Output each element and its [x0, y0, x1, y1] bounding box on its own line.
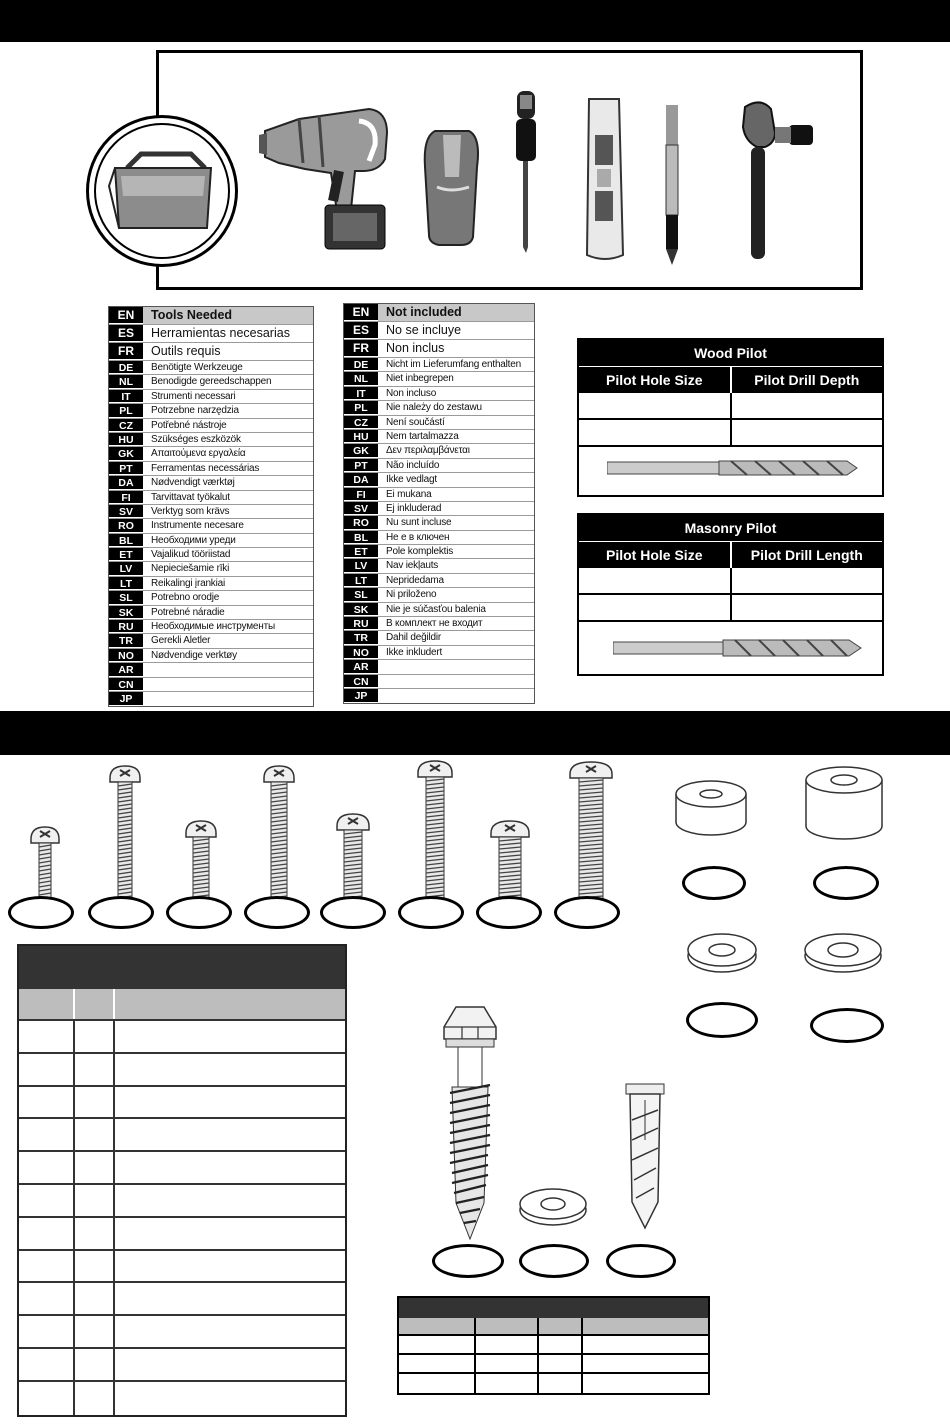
not-included-text — [378, 675, 534, 688]
not-included-text: Non incluso — [386, 387, 437, 399]
tools-needed-text: Необходими уреди — [151, 534, 236, 546]
anchor-qty-oval — [606, 1244, 676, 1278]
tools-needed-text: Outils requis — [151, 344, 221, 358]
tools-header-bar — [0, 0, 950, 42]
tools-needed-text — [143, 663, 313, 676]
language-code: EN — [344, 304, 378, 321]
not-included-text: Nepridedama — [386, 574, 444, 586]
language-code: RO — [109, 519, 143, 532]
tools-needed-text: Benodigde gereedschappen — [151, 376, 272, 388]
not-included-text: Ei mukana — [386, 488, 432, 500]
washer-qty-oval — [686, 1002, 758, 1038]
language-code: ES — [109, 325, 143, 342]
not-included-text: Pole komplektis — [386, 546, 454, 558]
washer-qty-oval — [519, 1244, 589, 1278]
not-included-row-gk — [344, 444, 534, 458]
tools-needed-row-fi — [109, 491, 313, 505]
not-included-row-bl — [344, 531, 534, 545]
language-code: PL — [109, 404, 143, 417]
hardware-table-row — [19, 1251, 345, 1284]
not-included-row-es — [344, 322, 534, 340]
tools-needed-text: Potrebno orodje — [151, 592, 220, 604]
language-code: AR — [344, 660, 378, 673]
tools-needed-text: Reikalingi įrankiai — [151, 577, 226, 589]
not-included-text: Ikke inkludert — [386, 646, 443, 658]
anchor-table-title — [399, 1298, 708, 1318]
language-code: SL — [109, 591, 143, 604]
machine-screw-icon — [27, 825, 63, 905]
tools-needed-text: Nepieciešamie rīki — [151, 563, 230, 575]
tools-needed-row-ru — [109, 620, 313, 634]
machine-screw-icon — [260, 764, 298, 906]
language-code: TR — [344, 631, 378, 644]
tools-needed-text: Необходимые инструменты — [151, 621, 275, 633]
not-included-row-sv — [344, 502, 534, 516]
language-code: CN — [344, 675, 378, 688]
not-included-row-fr — [344, 340, 534, 358]
tools-needed-row-gk — [109, 447, 313, 461]
hardware-table-row — [19, 1119, 345, 1152]
language-code: SV — [344, 502, 378, 515]
not-included-row-sk — [344, 603, 534, 617]
language-code: BL — [109, 534, 143, 547]
toolbox-badge — [86, 115, 238, 267]
tools-needed-text: Vajalikud tööriistad — [151, 549, 231, 561]
language-code: PL — [344, 401, 378, 414]
not-included-table — [343, 303, 535, 704]
language-code: CZ — [344, 416, 378, 429]
hardware-table-row — [19, 1185, 345, 1218]
language-code: GK — [109, 447, 143, 460]
machine-screw-icon — [487, 819, 533, 907]
screw-qty-oval — [320, 896, 386, 929]
tools-needed-row-sl — [109, 591, 313, 605]
masonry-pilot-table — [577, 513, 884, 676]
language-code: DE — [344, 358, 378, 371]
tools-needed-row-sv — [109, 505, 313, 519]
anchor-hardware-table — [397, 1296, 710, 1395]
tools-needed-text — [143, 678, 313, 691]
spacer-qty-oval — [682, 866, 746, 900]
machine-screw-icon — [333, 812, 373, 906]
tools-needed-text: Potrebné náradie — [151, 606, 225, 618]
tools-needed-row-ar — [109, 663, 313, 677]
screw-qty-oval — [166, 896, 232, 929]
not-included-text: Nu sunt incluse — [386, 517, 452, 529]
anchor-table-row — [399, 1336, 708, 1355]
language-code: FR — [344, 340, 378, 357]
tools-needed-row-no — [109, 649, 313, 663]
masonry-pilot-drill-length-header: Pilot Drill Length — [730, 542, 883, 568]
not-included-text: Nicht im Lieferumfang enthalten — [386, 359, 521, 370]
language-code: ET — [109, 548, 143, 561]
masonry-drill-bit-icon — [613, 636, 863, 660]
language-code: SV — [109, 505, 143, 518]
screw-qty-oval — [8, 896, 74, 929]
language-code: DE — [109, 361, 143, 374]
wall-anchor-icon — [622, 1080, 668, 1232]
screw-qty-oval — [244, 896, 310, 929]
tools-needed-row-es — [109, 325, 313, 343]
tools-needed-row-de — [109, 361, 313, 375]
masonry-pilot-row — [579, 595, 882, 622]
not-included-text: Není součástí — [386, 416, 445, 428]
hardware-header-bar — [0, 711, 950, 755]
tools-needed-row-bl — [109, 534, 313, 548]
anchor-table-header — [399, 1318, 708, 1336]
not-included-row-jp — [344, 689, 534, 703]
language-code: TR — [109, 634, 143, 647]
lag-bolt-icon — [438, 1003, 502, 1241]
language-code: BL — [344, 531, 378, 544]
not-included-row-ar — [344, 660, 534, 674]
tools-needed-text: Herramientas necesarias — [151, 326, 290, 340]
language-code: AR — [109, 663, 143, 676]
tools-needed-row-et — [109, 548, 313, 562]
language-code: DA — [109, 476, 143, 489]
not-included-row-en — [344, 304, 534, 322]
language-code: SK — [109, 606, 143, 619]
not-included-text: Nie należy do zestawu — [386, 402, 482, 414]
not-included-text — [378, 689, 534, 703]
tools-needed-row-da — [109, 476, 313, 490]
tools-needed-text: Nødvendigt værktøj — [151, 477, 235, 489]
language-code: NO — [109, 649, 143, 662]
tools-needed-text: Benötigte Werkzeuge — [151, 362, 243, 373]
tools-needed-row-pl — [109, 404, 313, 418]
not-included-row-pl — [344, 401, 534, 415]
not-included-row-cz — [344, 416, 534, 430]
tools-needed-text — [143, 692, 313, 706]
language-code: RU — [344, 617, 378, 630]
not-included-row-cn — [344, 675, 534, 689]
language-code: HU — [109, 433, 143, 446]
spacer-qty-oval — [813, 866, 879, 900]
language-code: CZ — [109, 419, 143, 432]
hardware-table-row — [19, 1316, 345, 1349]
language-code: NL — [109, 375, 143, 388]
language-code: SK — [344, 603, 378, 616]
language-code: FI — [344, 488, 378, 501]
stud-finder-icon — [421, 127, 483, 247]
not-included-row-sl — [344, 588, 534, 602]
wood-pilot-title: Wood Pilot — [579, 340, 882, 366]
tools-needed-row-hu — [109, 433, 313, 447]
language-code: RU — [109, 620, 143, 633]
language-code: JP — [344, 689, 378, 703]
washer-qty-oval — [810, 1008, 884, 1043]
screw-qty-oval — [88, 896, 154, 929]
hardware-table-row — [19, 1349, 345, 1382]
wood-pilot-row — [579, 393, 882, 420]
not-included-row-no — [344, 646, 534, 660]
washer-icon — [686, 928, 758, 976]
masonry-pilot-row — [579, 568, 882, 595]
not-included-text: Ej inkluderad — [386, 502, 442, 514]
language-code: LT — [344, 574, 378, 587]
language-code: NO — [344, 646, 378, 659]
not-included-row-hu — [344, 430, 534, 444]
hardware-list-table — [17, 944, 347, 1417]
tools-needed-row-pt — [109, 462, 313, 476]
not-included-row-ro — [344, 516, 534, 530]
not-included-row-et — [344, 545, 534, 559]
tools-needed-text: Nødvendige verktøy — [151, 649, 237, 661]
language-code: CN — [109, 678, 143, 691]
hardware-table-title — [19, 946, 345, 989]
tools-needed-text: Verktyg som krävs — [151, 505, 230, 517]
not-included-text: Dahil değildir — [386, 632, 442, 644]
language-code: NL — [344, 372, 378, 385]
machine-screw-icon — [182, 819, 220, 905]
language-code: FR — [109, 343, 143, 360]
tools-frame — [156, 50, 863, 290]
machine-screw-icon — [106, 764, 144, 908]
not-included-text: No se incluye — [386, 323, 462, 337]
not-included-row-lv — [344, 559, 534, 573]
tools-needed-row-nl — [109, 375, 313, 389]
language-code: LV — [344, 559, 378, 572]
not-included-text: Non inclus — [386, 341, 445, 355]
hardware-table-row — [19, 1283, 345, 1316]
masonry-pilot-title: Masonry Pilot — [579, 515, 882, 541]
not-included-row-nl — [344, 372, 534, 386]
tools-needed-row-jp — [109, 692, 313, 706]
tools-needed-row-cz — [109, 419, 313, 433]
screw-qty-oval — [554, 896, 620, 929]
masonry-pilot-hole-size-header: Pilot Hole Size — [579, 542, 730, 568]
language-code: ES — [344, 322, 378, 339]
tools-needed-row-lv — [109, 562, 313, 576]
wood-pilot-row — [579, 420, 882, 447]
not-included-text: Não incluído — [386, 459, 440, 471]
screw-qty-oval — [398, 896, 464, 929]
not-included-row-lt — [344, 574, 534, 588]
language-code: RO — [344, 516, 378, 529]
language-code: HU — [344, 430, 378, 443]
language-code: IT — [109, 390, 143, 403]
socket-wrench-icon — [731, 97, 817, 263]
wood-drill-bit-icon — [607, 457, 859, 479]
tools-needed-row-cn — [109, 678, 313, 692]
tools-needed-row-fr — [109, 343, 313, 361]
not-included-row-fi — [344, 488, 534, 502]
language-code: JP — [109, 692, 143, 706]
hardware-table-row — [19, 1382, 345, 1415]
tools-needed-text: Szükséges eszközök — [151, 433, 241, 445]
not-included-text: Nem tartalmazza — [386, 430, 459, 442]
language-code: SL — [344, 588, 378, 601]
not-included-row-da — [344, 473, 534, 487]
wood-pilot-table — [577, 338, 884, 497]
tools-needed-row-en — [109, 307, 313, 325]
language-code: PT — [109, 462, 143, 475]
pencil-icon — [661, 105, 683, 265]
tools-needed-row-tr — [109, 634, 313, 648]
tools-needed-row-lt — [109, 577, 313, 591]
not-included-text: Nav iekļauts — [386, 560, 439, 572]
not-included-row-de — [344, 358, 534, 372]
not-included-row-it — [344, 387, 534, 401]
anchor-table-row — [399, 1355, 708, 1374]
hardware-table-row — [19, 1218, 345, 1251]
tools-needed-text: Potrzebne narzędzia — [151, 405, 239, 417]
hardware-table-row — [19, 1021, 345, 1054]
tools-needed-text: Ferramentas necessárias — [151, 462, 260, 474]
tools-needed-row-it — [109, 390, 313, 404]
not-included-text: Ikke vedlagt — [386, 474, 437, 486]
tools-needed-text: Instrumente necesare — [151, 520, 244, 532]
hardware-table-header — [19, 989, 345, 1021]
machine-screw-icon — [414, 759, 456, 907]
not-included-row-tr — [344, 631, 534, 645]
not-included-text: В комплект не входит — [386, 618, 483, 630]
tools-needed-text: Tarvittavat työkalut — [151, 491, 230, 503]
language-code: PT — [344, 459, 378, 472]
not-included-text: Не е в ключен — [386, 531, 450, 543]
language-code: IT — [344, 387, 378, 400]
language-code: ET — [344, 545, 378, 558]
language-code: FI — [109, 491, 143, 504]
wood-pilot-drill-depth-header: Pilot Drill Depth — [730, 367, 883, 393]
hardware-table-row — [19, 1152, 345, 1185]
language-code: GK — [344, 444, 378, 457]
hardware-table-row — [19, 1087, 345, 1120]
tools-needed-text: Απαιτούμενα εργαλεία — [151, 448, 246, 460]
washer-icon — [518, 1184, 588, 1228]
tools-needed-text: Gerekli Aletler — [151, 635, 211, 647]
tools-needed-text: Tools Needed — [143, 307, 313, 324]
tools-needed-text: Potřebné nástroje — [151, 419, 227, 431]
not-included-text: Not included — [378, 304, 534, 321]
language-code: EN — [109, 307, 143, 324]
drill-icon — [259, 101, 395, 257]
not-included-text: Nie je súčasťou balenia — [386, 603, 486, 615]
washer-icon — [803, 928, 883, 976]
not-included-row-pt — [344, 459, 534, 473]
tools-needed-row-ro — [109, 519, 313, 533]
not-included-text: Niet inbegrepen — [386, 373, 454, 385]
not-included-row-ru — [344, 617, 534, 631]
language-code: LT — [109, 577, 143, 590]
language-code: LV — [109, 562, 143, 575]
anchor-table-row — [399, 1374, 708, 1393]
hardware-table-row — [19, 1054, 345, 1087]
tools-needed-table — [108, 306, 314, 707]
screw-qty-oval — [476, 896, 542, 929]
machine-screw-icon — [566, 760, 616, 908]
screwdriver-icon — [511, 89, 541, 253]
wood-pilot-hole-size-header: Pilot Hole Size — [579, 367, 730, 393]
language-code: DA — [344, 473, 378, 486]
lag-bolt-qty-oval — [432, 1244, 504, 1278]
level-icon — [581, 95, 627, 263]
toolbox-icon — [107, 146, 219, 238]
tools-needed-row-sk — [109, 606, 313, 620]
not-included-text — [378, 660, 534, 673]
not-included-text: Ni priloženo — [386, 589, 437, 601]
not-included-text: Δεν περιλαμβάνεται — [386, 445, 470, 457]
tools-needed-text: Strumenti necessari — [151, 390, 236, 402]
spacer-icon — [803, 764, 885, 842]
spacer-icon — [674, 776, 748, 838]
